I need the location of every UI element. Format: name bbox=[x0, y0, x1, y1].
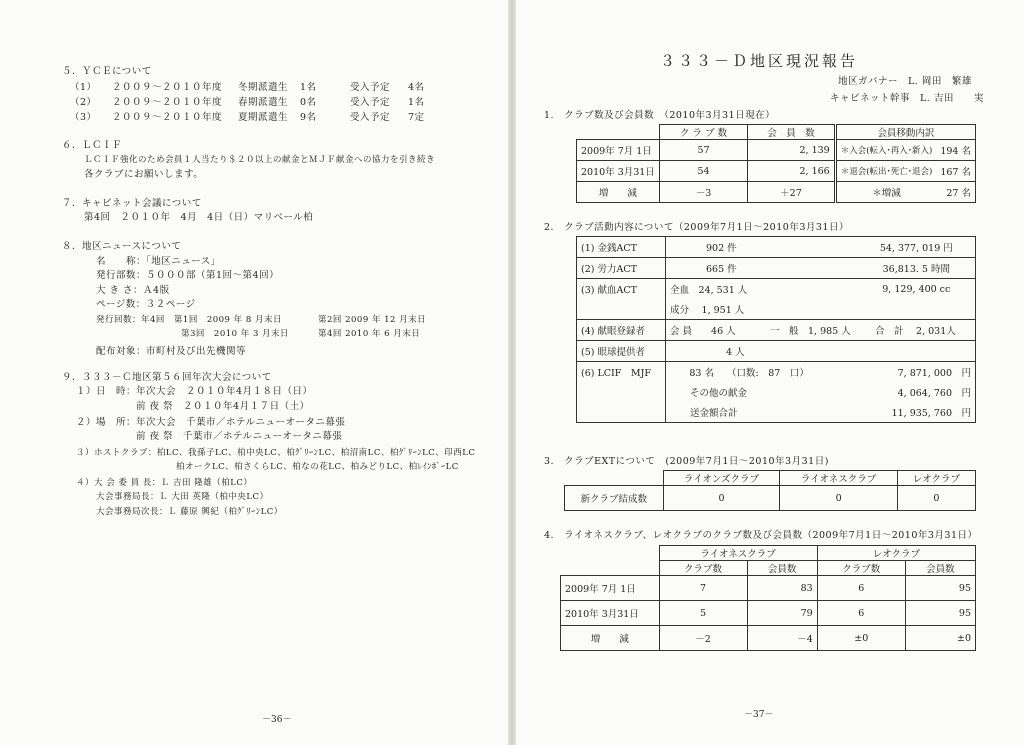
s1-header-members: 会 員 数 bbox=[748, 125, 835, 140]
s1-table bbox=[576, 124, 976, 203]
convention-date-1: １）日 時：年次大会 ２０１０年4月１８日（日） bbox=[76, 386, 313, 397]
s2-r6-total-label: 送金額合計 bbox=[666, 402, 858, 423]
s2-table bbox=[576, 236, 976, 423]
news-issue-4: 第4回 2010 年 6 月末日 bbox=[318, 329, 421, 339]
s2-r3-label: (3) 献血ACT bbox=[577, 279, 666, 320]
lcif-line-1: ＬＣＩＦ強化のため会員１人当たり＄２０以上の献金とＭＪＦ献金への協力を引き続き bbox=[84, 155, 436, 165]
s4-r3-leo-members: ±0 bbox=[905, 626, 975, 651]
s3-header-lioness: ライオネスクラブ bbox=[780, 471, 897, 486]
table-row bbox=[577, 237, 976, 258]
s4-r1-lioness-members: 83 bbox=[747, 576, 817, 601]
s4-sub-lioness-members: 会員数 bbox=[747, 561, 817, 576]
convention-host-1: ３）ホストクラブ：柏LC、我孫子LC、柏中央LC、柏ｸﾞﾘｰﾝLC、柏沼南LC、柏ｸﾞﾘｰﾝLC、印西LC bbox=[76, 448, 476, 458]
yce-row-1-count: 1名 bbox=[300, 82, 317, 93]
s1-r3-move-label: ＊増減 bbox=[835, 182, 936, 203]
s3-row-label: 新クラブ結成数 bbox=[565, 486, 664, 511]
table-row bbox=[577, 161, 976, 182]
s1-heading: 1. クラブ数及び会員数 （2010年3月31日現在） bbox=[544, 110, 776, 121]
table-row bbox=[577, 341, 976, 362]
s4-r3-label: 増 減 bbox=[561, 626, 660, 651]
table-row bbox=[577, 140, 976, 161]
s4-sub-lioness-clubs: クラブ数 bbox=[659, 561, 747, 576]
s1-header-movement: 会員移動内訳 bbox=[835, 125, 975, 140]
yce-row-3-num: （3） bbox=[70, 112, 97, 123]
page-number-37: －37－ bbox=[744, 710, 774, 720]
yce-row-2-planned: 1名 bbox=[408, 97, 425, 108]
news-size: 大 き さ：Ａ4版 bbox=[96, 285, 170, 296]
yce-row-1-label: 受入予定 bbox=[350, 82, 391, 93]
s4-r3-lioness-clubs: －2 bbox=[659, 626, 747, 651]
lcif-line-2: 各クラブにお願いします。 bbox=[84, 169, 204, 180]
s4-heading: 4. ライオネスクラブ、レオクラブのクラブ数及び会員数（2009年7月1日～2010年3月31日） bbox=[544, 530, 978, 541]
table-row bbox=[561, 576, 976, 601]
yce-row-1-num: （1） bbox=[70, 82, 97, 93]
yce-row-2-type: 春期派遣生 bbox=[238, 97, 289, 108]
s2-r2-label: (2) 労力ACT bbox=[577, 258, 666, 279]
s2-r4-label: (4) 献眼登録者 bbox=[577, 320, 666, 341]
s4-r2-lioness-members: 79 bbox=[747, 601, 817, 626]
s3-leo-value: 0 bbox=[897, 486, 975, 511]
s2-r6-mjf bbox=[666, 362, 858, 383]
yce-row-3-type: 夏期派遣生 bbox=[238, 112, 289, 123]
s4-blank bbox=[561, 546, 660, 576]
table-row bbox=[577, 279, 976, 300]
news-distribution: 配布対象：市町村及び出先機関等 bbox=[96, 346, 247, 357]
s2-r6-units: （口数: 87 口） bbox=[727, 368, 809, 379]
s1-r3-move-value: 27 名 bbox=[936, 182, 975, 203]
yce-row-2-year: ２００９～２０１０年度 bbox=[112, 97, 223, 108]
s2-r6-other-amount: 4, 064, 760 円 bbox=[858, 382, 976, 402]
news-pages: ページ数：３２ページ bbox=[96, 299, 196, 310]
s1-r2-clubs: 54 bbox=[659, 161, 747, 182]
cabinet-line: 第4回 ２０１０年 4月 4日（日）マリベール柏 bbox=[84, 212, 314, 223]
yce-row-1-planned: 4名 bbox=[408, 82, 425, 93]
s1-r2-move-label: ＊退会(転出･死亡･退会) bbox=[835, 161, 936, 182]
convention-secretary: 大会事務局長：Ｌ 大田 英隆（柏中央LC） bbox=[96, 492, 269, 502]
s3-header-lions: ライオンズクラブ bbox=[663, 471, 780, 486]
s1-r1-label: 2009年 7月 1日 bbox=[577, 140, 660, 161]
s4-r2-label: 2010年 3月31日 bbox=[561, 601, 660, 626]
news-issue-2: 第2回 2009 年 12 月末日 bbox=[318, 315, 427, 325]
news-heading: ８．地区ニュースについて bbox=[62, 241, 182, 252]
s3-header-leo: レオクラブ bbox=[897, 471, 975, 486]
s2-r4-general: 一 般 1, 985 人 bbox=[770, 326, 851, 337]
s1-r2-members: 2, 166 bbox=[748, 161, 835, 182]
s1-r2-label: 2010年 3月31日 bbox=[577, 161, 660, 182]
yce-row-3-year: ２００９～２０１０年度 bbox=[112, 112, 223, 123]
s2-r6-total-amount: 11, 935, 760 円 bbox=[858, 402, 976, 423]
s2-r4-members: 会 員 46 人 bbox=[670, 326, 736, 337]
governor-line: 地区ガバナー L. 岡田 繁雄 bbox=[838, 76, 972, 87]
s4-r1-leo-clubs: 6 bbox=[817, 576, 905, 601]
news-issue-3: 第3回 2010 年 3 月末日 bbox=[181, 329, 290, 339]
report-title: ３３３－Ｄ地区現況報告 bbox=[660, 52, 859, 70]
yce-row-2-count: 0名 bbox=[300, 97, 317, 108]
table-row bbox=[565, 486, 976, 511]
s2-r2-amount: 36,813. 5 時間 bbox=[858, 258, 976, 279]
s4-table bbox=[560, 545, 976, 651]
cabinet-heading: ７．キャビネット会議について bbox=[62, 198, 202, 209]
s2-r6-label: (6) LCIF MJF bbox=[577, 362, 666, 423]
yce-row-3-planned: 7定 bbox=[408, 112, 425, 123]
s4-r3-lioness-members: －4 bbox=[747, 626, 817, 651]
s3-lioness-value: 0 bbox=[780, 486, 897, 511]
s2-r4-values bbox=[666, 320, 976, 341]
yce-row-2-label: 受入予定 bbox=[350, 97, 391, 108]
news-issue-1: 発行回数：年4回 第1回 2009 年 8 月末日 bbox=[96, 315, 282, 325]
s3-heading: 3. クラブEXTについて (2009年7月1日～2010年3月31日) bbox=[544, 456, 829, 467]
cabinet-secretary-line: キャビネット幹事 L. 吉田 実 bbox=[830, 93, 984, 104]
s1-r1-members: 2, 139 bbox=[748, 140, 835, 161]
s1-r1-move-value: 194 名 bbox=[936, 140, 975, 161]
convention-date-2: 前 夜 祭 ２０１０年4月１７日（土） bbox=[136, 401, 310, 412]
yce-row-3-label: 受入予定 bbox=[350, 112, 391, 123]
yce-row-1-type: 冬期派遣生 bbox=[238, 82, 289, 93]
table-row bbox=[561, 601, 976, 626]
table-row bbox=[577, 320, 976, 341]
s2-r6-other-label: その他の献金 bbox=[666, 382, 858, 402]
s2-r4-total: 合 計 2, 031人 bbox=[875, 326, 956, 337]
s4-r1-lioness-clubs: 7 bbox=[659, 576, 747, 601]
news-name: 名 称：「地区ニュース」 bbox=[96, 256, 221, 267]
yce-row-2-num: （2） bbox=[70, 97, 97, 108]
convention-host-2: 柏オークLC、柏さくらLC、柏なの花LC、柏みどりLC、柏ﾚｲﾝﾎﾞｰLC bbox=[176, 462, 459, 472]
s2-r5-label: (5) 眼球提供者 bbox=[577, 341, 666, 362]
s1-r3-label: 増 減 bbox=[577, 182, 660, 203]
s4-sub-leo-clubs: クラブ数 bbox=[817, 561, 905, 576]
s2-r1-count: 902 件 bbox=[666, 237, 858, 258]
s4-r2-leo-clubs: 6 bbox=[817, 601, 905, 626]
yce-heading: ５．ＹＣＥについて bbox=[62, 66, 152, 77]
s2-r2-count: 665 件 bbox=[666, 258, 858, 279]
s4-r2-lioness-clubs: 5 bbox=[659, 601, 747, 626]
s2-r6-count: 83 名 bbox=[689, 368, 714, 379]
s4-r3-leo-clubs: ±0 bbox=[817, 626, 905, 651]
s2-r3-whole: 全血 24, 531 人 bbox=[666, 279, 858, 300]
s2-r1-label: (1) 金銭ACT bbox=[577, 237, 666, 258]
yce-row-3-count: 9名 bbox=[300, 112, 317, 123]
news-copies: 発行部数：５０００部（第1回～第4回） bbox=[96, 270, 280, 281]
convention-chair: ４）大 会 委 員 長：Ｌ 吉田 隆雄（柏LC） bbox=[76, 478, 253, 488]
s2-r1-amount: 54, 377, 019 円 bbox=[858, 237, 976, 258]
table-row bbox=[561, 626, 976, 651]
s2-r3-volume: 9, 129, 400 cc bbox=[858, 279, 976, 300]
s3-lions-value: 0 bbox=[663, 486, 780, 511]
s1-header-clubs: ク ラ ブ 数 bbox=[659, 125, 747, 140]
table-row bbox=[577, 182, 976, 203]
s4-group-lioness: ライオネスクラブ bbox=[659, 546, 817, 561]
convention-place-2: 前 夜 祭 千葉市／ホテルニューオータニ幕張 bbox=[136, 431, 343, 442]
s2-r3-component: 成分 1, 951 人 bbox=[666, 299, 976, 320]
s4-r1-leo-members: 95 bbox=[905, 576, 975, 601]
convention-deputy: 大会事務局次長：Ｌ 藤原 興紀（柏ｸﾞﾘｰﾝLC） bbox=[96, 507, 283, 517]
convention-place-1: ２）場 所：年次大会 千葉市／ホテルニューオータニ幕張 bbox=[76, 417, 346, 428]
s1-r3-members: ＋27 bbox=[748, 182, 835, 203]
s4-r2-leo-members: 95 bbox=[905, 601, 975, 626]
s2-r5-value: 4 人 bbox=[666, 341, 976, 362]
s1-r1-clubs: 57 bbox=[659, 140, 747, 161]
left-page bbox=[0, 0, 508, 745]
s3-blank bbox=[565, 471, 664, 486]
yce-row-1-year: ２００９～２０１０年度 bbox=[112, 82, 223, 93]
book-gutter bbox=[508, 0, 516, 745]
s2-r6-mjf-amount: 7, 871, 000 円 bbox=[858, 362, 976, 383]
s1-blank bbox=[577, 125, 660, 140]
lcif-heading: ６．ＬＣＩＦ bbox=[62, 140, 123, 151]
convention-heading: ９．３３３－Ｃ地区第５６回年次大会について bbox=[62, 372, 272, 383]
s1-r1-move-label: ＊入会(転入･再入･新入) bbox=[835, 140, 936, 161]
s3-table bbox=[564, 470, 976, 511]
s4-r1-label: 2009年 7月 1日 bbox=[561, 576, 660, 601]
s4-group-leo: レオクラブ bbox=[817, 546, 975, 561]
s4-sub-leo-members: 会員数 bbox=[905, 561, 975, 576]
s2-heading: 2. クラブ活動内容について（2009年7月1日～2010年3月31日） bbox=[544, 222, 849, 233]
right-page bbox=[516, 0, 1024, 745]
s1-r2-move-value: 167 名 bbox=[936, 161, 975, 182]
page-number-36: －36－ bbox=[262, 715, 292, 725]
table-row bbox=[577, 362, 976, 383]
table-row bbox=[577, 258, 976, 279]
s1-r3-clubs: －3 bbox=[659, 182, 747, 203]
